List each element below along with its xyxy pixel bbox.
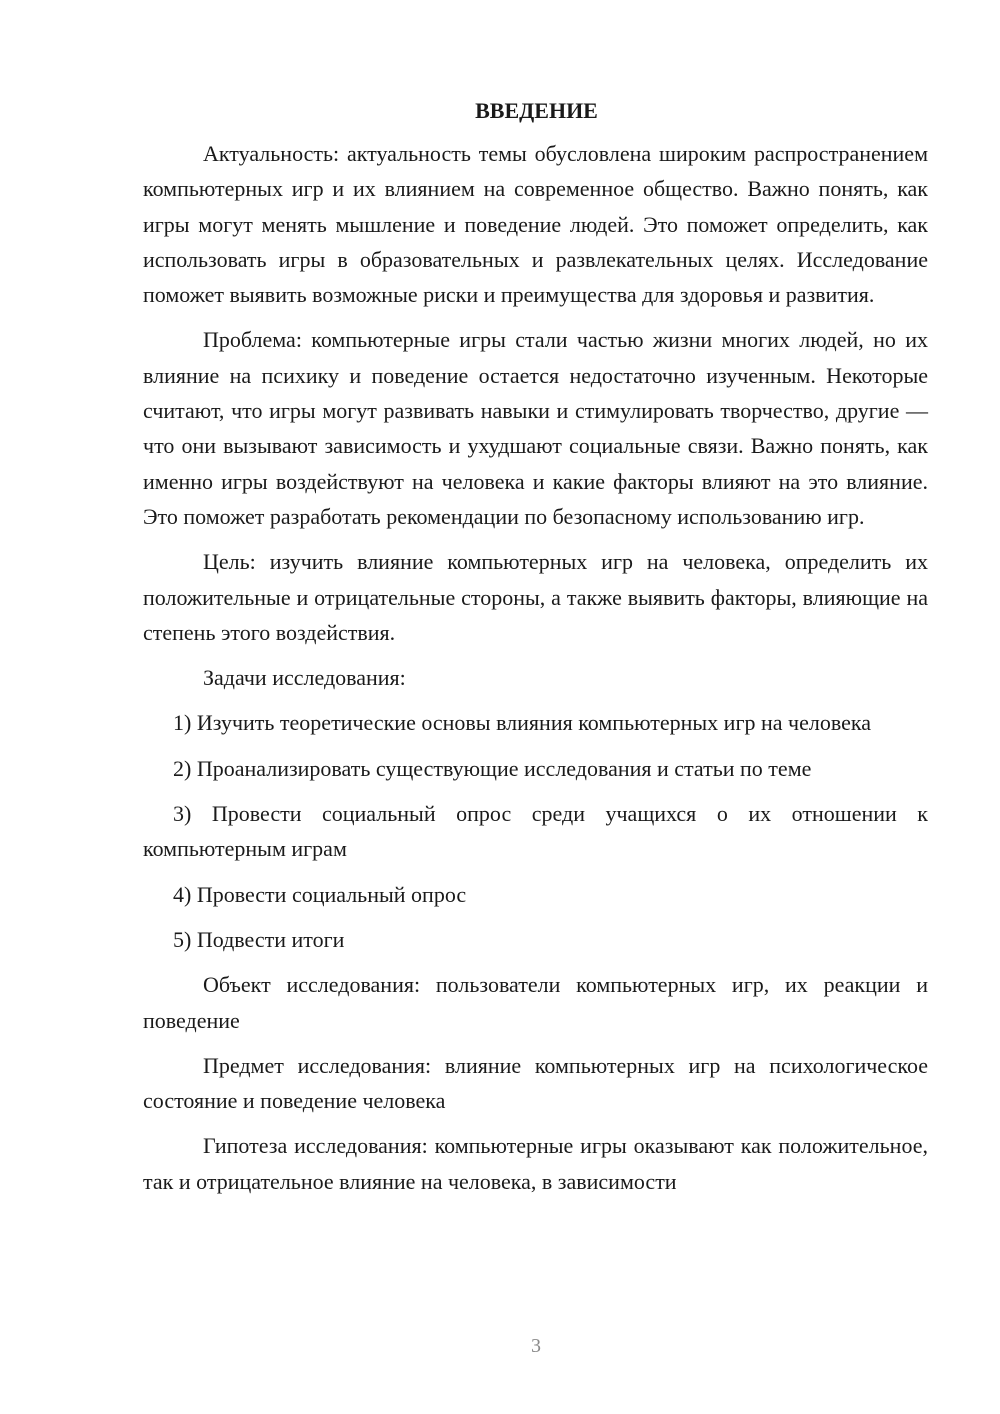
paragraph-subject: Предмет исследования: влияние компьютерных игр на психологическое состояние и поведение человека	[143, 1052, 928, 1114]
paragraph-problem: Проблема: компьютерные игры стали частью жизни многих людей, но их влияние на психику и поведение остается недостаточно изученным. Некоторые считают, что игры могут развивать навыки и стимулировать творчество, другие — что они вызывают зависимость и ухудшают социальные связи. Важно понять, как именно игры воздействуют на человека и какие факторы влияют на это влияние. Это поможет разработать рекомендации по безопасному использованию игр.	[143, 327, 928, 529]
section-heading: ВВЕДЕНИЕ	[475, 98, 598, 123]
task-item-3: 3) Провести социальный опрос среди учащихся о их отношении к компьютерным играм	[143, 801, 928, 862]
page-content	[143, 96, 928, 1209]
task-item-1: 1) Изучить теоретические основы влияния компьютерных игр на человека	[173, 710, 871, 736]
paragraph-relevance: Актуальность: актуальность темы обусловлена широким распространением компьютерных игр и их влиянием на современное общество. Важно понять, как игры могут менять мышление и поведение людей. Это поможет определить, как использовать игры в образовательных и развлекательных целях. Исследование поможет выявить возможные риски и преимущества для здоровья и развития.	[143, 141, 928, 308]
task-item-4: 4) Провести социальный опрос	[173, 881, 467, 907]
task-item-5: 5) Подвести итоги	[173, 926, 345, 952]
paragraph-hypothesis: Гипотеза исследования: компьютерные игры оказывают как положительное, так и отрицательное влияние на человека, в зависимости	[143, 1133, 928, 1194]
paragraph-tasks-heading: Задачи исследования:	[203, 665, 406, 691]
paragraph-object: Объект исследования: пользователи компьютерных игр, их реакции и поведение	[143, 972, 928, 1033]
page-number: 3	[531, 1335, 541, 1357]
task-item-2: 2) Проанализировать существующие исследования и статьи по теме	[173, 755, 812, 781]
paragraph-goal: Цель: изучить влияние компьютерных игр на человека, определить их положительные и отрицательные стороны, а также выявить факторы, влияющие на степень этого воздействия.	[143, 549, 928, 645]
